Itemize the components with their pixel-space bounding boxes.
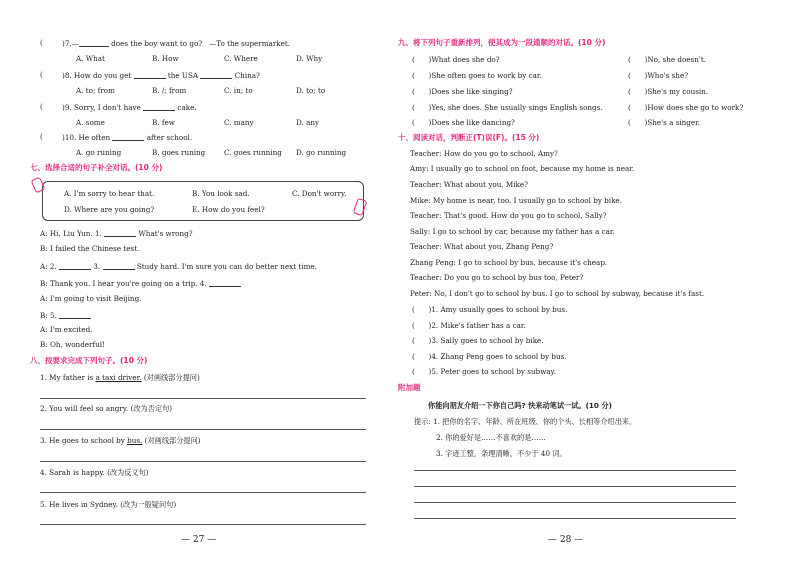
q10-opt-b: B. goes runing [152,148,206,157]
writing-line[interactable] [414,486,736,487]
dialog-line-4: B: Thank you. I hear you're going on a trip. 4. [40,279,241,287]
sec9-left-1: ( )What does she do? [412,55,500,64]
extra-title: 附加题 [398,383,421,392]
q8-paren: ( [40,70,43,79]
dialog-line-8: B: Oh, wonderful! [40,340,105,349]
sec9-left-3: ( )Does she like singing? [412,87,513,96]
q9-paren: ( [40,102,43,111]
q7-opt-b: B. How [152,54,179,63]
q7-opt-d: D. Why [296,54,323,63]
q10-stem: )10. He often after school. [62,132,193,142]
sec7-opt-e: E. How do you feel? [192,205,265,214]
hint-3: 3. 字迹工整，条理清晰，不少于 40 词。 [436,449,567,458]
reading-line: Teacher: What about you, Mike? [410,180,529,189]
section-7-title: 七、选择合适的句子补全对话。(10 分) [30,163,163,172]
answer-line[interactable] [40,492,366,493]
reading-line: Teacher: That's good. How do you go to school, Sally? [410,211,607,220]
sec8-s2: 2. You will feel so angry. (改为否定句) [40,404,173,413]
q10-opt-a: A. go runing [76,148,122,157]
q9-opt-c: C. many [224,118,254,127]
hint-2: 2. 你的爱好是……不喜欢的是…… [436,433,546,442]
section-10-title: 十、阅读对话，判断正(T)误(F)。(15 分) [398,133,540,142]
sec9-right-5: ( )She's a singer. [628,118,701,127]
q8-opt-b: B. /; from [152,86,187,95]
sec9-left-2: ( )She often goes to work by car. [412,71,542,80]
q8-opt-c: C. in; to [224,86,253,95]
answer-blank[interactable] [143,103,175,111]
sec7-opt-b: B. You look sad. [192,189,250,198]
q7-opt-c: C. Where [224,54,258,63]
reading-line: Mike: My home is near, too. I usually go to school by bike. [410,196,622,205]
reading-line: Peter: No, I don't go to school by bus. I go to school by subway, because it's fast. [410,289,705,298]
reading-line: Teacher: Do you go to school by bus too, Peter? [410,273,584,282]
sec7-opt-a: A. I'm sorry to hear that. [64,189,155,198]
section-9-title: 九、将下列句子重新排列，使其成为一段通顺的对话。(10 分) [398,38,606,47]
answer-blank[interactable] [112,133,144,141]
q8-opt-d: D. to; to [296,86,326,95]
sec7-opt-c: C. Don't worry. [292,189,347,198]
answer-blank[interactable] [209,279,241,287]
dialog-line-1: A: Hi, Liu Yun. 1. What's wrong? [40,228,193,238]
sec8-s1: 1. My father is a taxi driver. (对画线部分提问) [40,373,200,382]
sec7-opt-d: D. Where are you going? [64,205,155,214]
answer-blank[interactable] [59,262,91,270]
reading-line: Teacher: What about you, Zhang Peng? [410,242,554,251]
answer-blank[interactable] [79,39,109,47]
options-box [42,181,364,221]
q9-opt-a: A. some [76,118,105,127]
q9-opt-d: D. any [296,118,320,127]
q10-opt-c: C. goes running [224,148,282,157]
sec9-right-1: ( )No, she doesn't. [628,55,707,64]
sec9-left-4: ( )Yes, she does. She usually sings English songs. [412,103,603,112]
dialog-line-5: A: I'm going to visit Beijing. [40,294,142,303]
hint-1: 提示: 1. 把你的名字、年龄、所在班级、你的个头、长相等介绍出来。 [414,417,637,426]
answer-blank[interactable] [59,311,91,319]
answer-line[interactable] [40,461,366,462]
sec8-s5: 5. He lives in Sydney. (改为一般疑问句) [40,500,177,509]
extra-question: 你能向朋友介绍一下你自己吗? 快来动笔试一试。(10 分) [428,401,612,410]
tf-item-4: ( )4. Zhang Peng goes to school by bus. [412,352,567,361]
answer-line[interactable] [40,524,366,525]
q7-opt-a: A. What [76,54,105,63]
dialog-line-3: A: 2. 3. Study hard. I'm sure you can do better next time. [40,261,317,271]
q8-stem: )8. How do you get the USA China? [62,70,260,80]
q8-opt-a: A. to; from [76,86,115,95]
writing-line[interactable] [414,518,736,519]
tf-item-2: ( )2. Mike's father has a car. [412,321,526,330]
writing-line[interactable] [414,470,736,471]
page-number-right: — 28 — [548,535,584,545]
tf-item-1: ( )1. Amy usually goes to school by bus. [412,305,568,314]
sec9-right-4: ( )How does she go to work? [628,103,744,112]
answer-line[interactable] [40,429,366,430]
writing-line[interactable] [414,502,736,503]
sec9-left-5: ( )Does she like dancing? [412,118,515,127]
q9-stem: )9. Sorry, I don't have cake. [62,102,197,112]
reading-line: Teacher: How do you go to school, Amy? [410,149,558,158]
dialog-line-6: B: 5. [40,311,91,319]
reading-line: Amy: I usually go to school on foot, because my home is near. [410,164,635,173]
dialog-line-2: B: I failed the Chinese test. [40,244,140,253]
q7-stem: )7.— does the boy want to go? —To the supermarket. [62,38,291,48]
q10-paren: ( [40,132,43,141]
q9-opt-b: B. few [152,118,175,127]
sec9-right-3: ( )She's my cousin. [628,87,709,96]
dialog-line-7: A: I'm excited. [40,325,93,334]
answer-blank[interactable] [104,229,136,237]
sec9-right-2: ( )Who's she? [628,71,689,80]
q10-opt-d: D. go running [296,148,347,157]
reading-line: Sally: I go to school by car, because my father has a car. [410,227,615,236]
section-8-title: 八、按要求完成下列句子。(10 分) [30,356,148,365]
answer-blank[interactable] [103,262,135,270]
reading-line: Zhang Peng: I go to school by bus, because it's cheap. [410,258,608,267]
answer-blank[interactable] [134,71,166,79]
page-number-left: — 27 — [181,535,217,545]
answer-line[interactable] [40,398,366,399]
tf-item-5: ( )5. Peter goes to school by subway. [412,367,557,376]
tf-item-3: ( )3. Sally goes to school by bike. [412,336,544,345]
sec8-s3: 3. He goes to school by bus. (对画线部分提问) [40,436,201,445]
q7-paren: ( [40,38,43,47]
answer-blank[interactable] [200,71,232,79]
sec8-s4: 4. Sarah is happy. (改为反义句) [40,468,149,477]
